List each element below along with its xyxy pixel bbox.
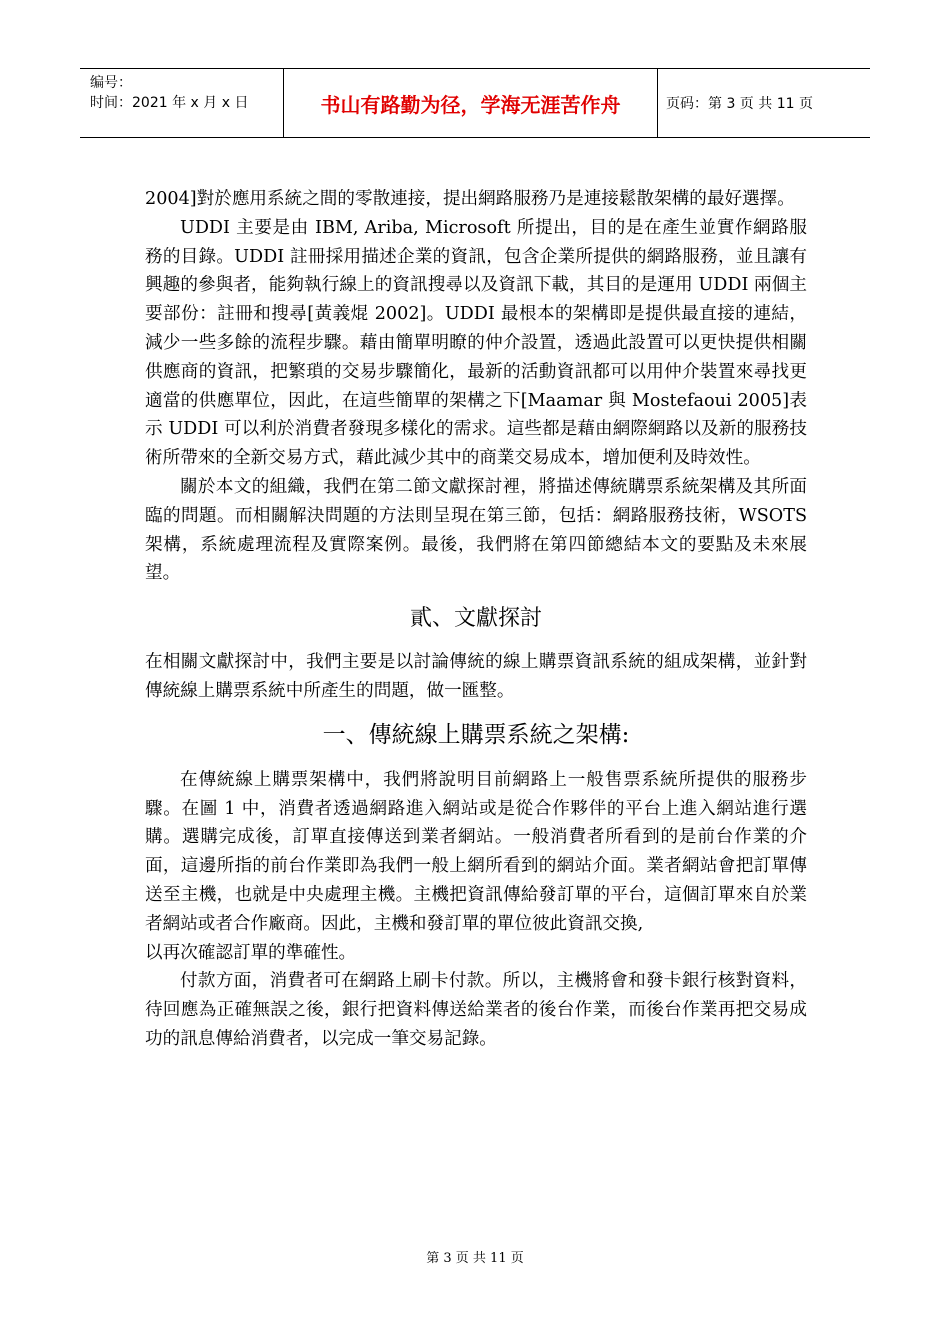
paragraph-7: 付款方面，消費者可在網路上刷卡付款。所以，主機將會和發卡銀行核對資料，待回應為正確無誤之後，銀行把資料傳送給業者的後台作業，而後台作業再把交易成功的訊息傳給消費者，以完成一筆交易記錄。 <box>145 971 807 1049</box>
paragraph-2: UDDI 主要是由 IBM, Ariba, Microsoft 所提出，目的是在產生並實作網路服務的目錄。UDDI 註冊採用描述企業的資訊，包含企業所提供的網路服務，並且讓有興趣的參與者，能夠執行線上的資訊搜尋以及資訊下載，其目的是運用 UDDI 兩個主要部份：註冊和搜尋[黃義焜 2002]。UDDI 最根本的架構即是提供最直接的連結，減少一些多餘的流程步驟。藉由簡單明瞭的仲介設置，透過此設置可以更快提供相關供應商的資訊，把繁瑣的交易步驟簡化，最新的活動資訊都可以用仲介裝置來尋找更適當的供應單位，因此，在這些簡單的架構之下[Maamar 與 Mostefaoui 2005]表示 UDDI 可以利於消費者發現多樣化的需求。這些都是藉由網際網路以及新的服務技術所帶來的全新交易方式，藉此減少其中的商業交易成本，增加便利及時效性。 <box>145 217 807 469</box>
document-body <box>145 185 807 1054</box>
section-title: 貳、文獻探討 <box>409 606 542 632</box>
paragraph-4: 在相關文獻探討中，我們主要是以討論傳統的線上購票資訊系統的組成架構，並針對傳統線上購票系統中所產生的問題，做一匯整。 <box>145 652 807 701</box>
paragraph-6: 以再次確認訂單的準確性。 <box>145 942 357 963</box>
paragraph-3: 關於本文的組織，我們在第二節文獻探討裡，將描述傳統購票系統架構及其所面臨的問題。而相關解決問題的方法則呈現在第三節，包括：網路服務技術，WSOTS 架構，系統處理流程及實際案例。最後，我們將在第四節總結本文的要點及未來展望。 <box>145 476 807 584</box>
paragraph-5: 在傳統線上購票架構中，我們將說明目前網路上一般售票系統所提供的服務步驟。在圖 1 中，消費者透過網路進入網站或是從合作夥伴的平台上進入網站進行選購。選購完成後，訂單直接傳送到業者網站。一般消費者所看到的是前台作業的介面，這邊所指的前台作業即為我們一般上網所看到的網站介面。業者網站會把訂單傳送至主機，也就是中央處理主機。主機把資訊傳給發訂單的平台，這個訂單來自於業者網站或者合作廠商。因此，主機和發訂單的單位彼此資訊交換, <box>145 769 807 934</box>
page-header <box>80 68 870 138</box>
header-meta <box>80 69 283 137</box>
subsection-title: 一、傳統線上購票系統之架構: <box>322 721 630 748</box>
document-number-label: 编号： <box>90 75 132 91</box>
page-footer: 第 3 页 共 11 页 <box>426 1251 524 1266</box>
header-motto: 书山有路勤为径，学海无涯苦作舟 <box>283 69 658 137</box>
header-page-info: 页码：第 3 页 共 11 页 <box>666 96 813 112</box>
paragraph-1: 2004]對於應用系統之間的零散連接，提出網路服務乃是連接鬆散架構的最好選擇。 <box>145 189 795 209</box>
document-date: 时间：2021 年 x 月 x 日 <box>90 95 249 111</box>
